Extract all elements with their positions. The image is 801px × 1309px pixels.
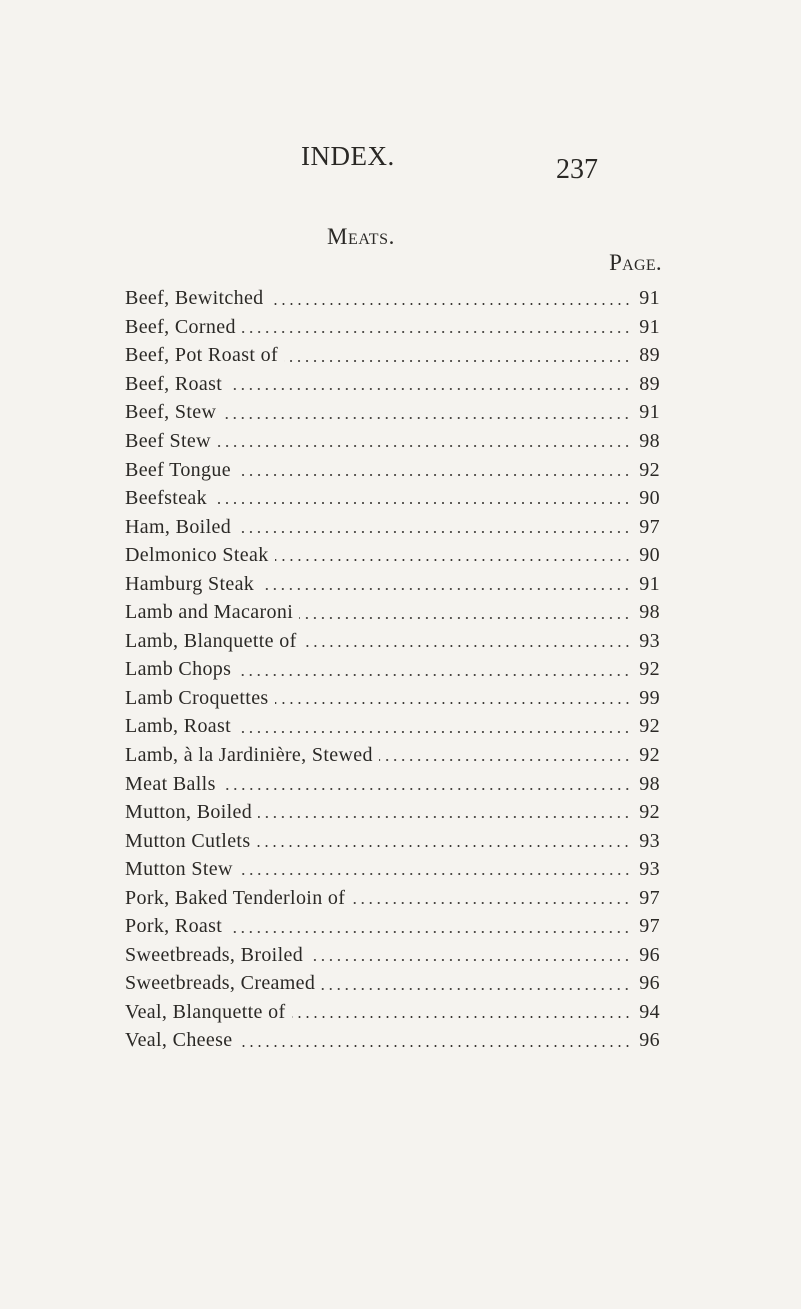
dot-leader [228, 912, 631, 941]
dot-leader [284, 341, 631, 370]
entry-title: Pork, Baked Tenderloin of [125, 886, 346, 909]
entry-page-number: 92 [639, 658, 660, 681]
entry-page-number: 98 [639, 430, 660, 452]
entry-title: Beef, Bewitched [125, 287, 264, 310]
index-entry [125, 912, 660, 941]
index-entry [125, 1026, 660, 1055]
entry-title: Beef, Roast [125, 372, 223, 395]
index-entry [125, 826, 660, 855]
index-entry [125, 541, 660, 570]
entry-page-number: 98 [639, 601, 660, 624]
index-entry [125, 655, 660, 684]
index-entry [125, 284, 660, 313]
dot-leader [217, 427, 631, 456]
entry-page-number: 96 [639, 1029, 660, 1052]
entry-page-number: 93 [639, 858, 660, 881]
page-column-label: Page. [609, 250, 662, 275]
entry-page-number: 97 [639, 915, 660, 938]
entry-title: Delmonico Steak [125, 544, 269, 567]
entry-title: Pork, Roast [125, 915, 223, 938]
index-entry [125, 427, 660, 456]
entry-title: Mutton, Boiled [125, 801, 253, 824]
dot-leader [321, 969, 631, 998]
entry-title: Hamburg Steak [125, 572, 255, 595]
dot-leader [228, 370, 631, 399]
dot-leader [275, 684, 631, 713]
index-entry [125, 512, 660, 541]
dot-leader [237, 712, 631, 741]
entry-page-number: 90 [639, 487, 660, 510]
dot-leader [299, 598, 631, 627]
dot-leader [222, 398, 631, 427]
page-number: 237 [556, 154, 598, 185]
index-entry [125, 313, 660, 342]
entry-title: Beef Stew [125, 430, 211, 452]
section-title: Meats. [327, 224, 396, 249]
index-entry [125, 855, 660, 884]
entry-page-number: 92 [639, 744, 660, 767]
index-entry [125, 684, 660, 713]
index-entry [125, 941, 660, 970]
dot-leader [351, 883, 631, 912]
entry-title: Veal, Cheese [125, 1029, 233, 1052]
entry-page-number: 94 [639, 1000, 660, 1023]
index-entry [125, 741, 660, 770]
entry-title: Beef, Corned [125, 315, 236, 338]
entry-page-number: 89 [639, 372, 660, 395]
index-entry [125, 569, 660, 598]
entry-title: Beef, Pot Roast of [125, 344, 278, 367]
entry-page-number: 97 [639, 886, 660, 909]
entry-title: Veal, Blanquette of [125, 1000, 286, 1023]
entry-page-number: 97 [639, 515, 660, 538]
entry-page-number: 99 [639, 686, 660, 709]
index-entry [125, 484, 660, 513]
entry-title: Beefsteak [125, 487, 207, 510]
dot-leader [379, 741, 631, 770]
entry-title: Mutton Cutlets [125, 829, 251, 852]
dot-leader [237, 455, 631, 484]
dot-leader [256, 826, 631, 855]
dot-leader [309, 941, 631, 970]
entry-title: Lamb Chops [125, 658, 232, 681]
dot-leader [260, 569, 631, 598]
dot-leader [222, 769, 631, 798]
index-entry [125, 769, 660, 798]
entry-title: Lamb, Blanquette of [125, 629, 297, 652]
entry-page-number: 91 [639, 401, 660, 424]
entry-page-number: 92 [639, 801, 660, 824]
entry-title: Sweetbreads, Broiled [125, 943, 304, 966]
index-entry [125, 341, 660, 370]
entry-page-number: 91 [639, 287, 660, 310]
index-entry-list [125, 284, 660, 1055]
entry-title: Mutton Stew [125, 858, 233, 881]
dot-leader [237, 655, 631, 684]
index-entry [125, 798, 660, 827]
entry-title: Meat Balls [125, 772, 216, 795]
dot-leader [237, 512, 631, 541]
running-head: INDEX. [301, 141, 395, 171]
dot-leader [239, 855, 631, 884]
entry-page-number: 93 [639, 829, 660, 852]
dot-leader [270, 284, 631, 313]
index-entry [125, 398, 660, 427]
entry-title: Beef, Stew [125, 401, 217, 424]
index-entry [125, 370, 660, 399]
entry-page-number: 96 [639, 972, 660, 995]
entry-page-number: 89 [639, 344, 660, 367]
index-entry [125, 998, 660, 1027]
index-entry [125, 627, 660, 656]
dot-leader [242, 313, 631, 342]
dot-leader [239, 1026, 632, 1055]
index-entry [125, 969, 660, 998]
entry-title: Ham, Boiled [125, 515, 232, 538]
dot-leader [213, 484, 631, 513]
entry-title: Lamb Croquettes [125, 686, 269, 709]
index-entry [125, 883, 660, 912]
entry-title: Lamb and Macaroni [125, 601, 294, 624]
index-entry [125, 598, 660, 627]
index-entry [125, 712, 660, 741]
entry-title: Sweetbreads, Creamed [125, 972, 316, 995]
entry-title: Lamb, à la Jardinière, Stewed [125, 744, 373, 767]
entry-page-number: 93 [639, 629, 660, 652]
entry-title: Lamb, Roast [125, 715, 232, 738]
dot-leader [303, 627, 631, 656]
entry-page-number: 91 [639, 572, 660, 595]
entry-page-number: 92 [639, 715, 660, 738]
entry-page-number: 91 [639, 315, 660, 338]
index-entry [125, 455, 660, 484]
dot-leader [275, 541, 631, 570]
entry-page-number: 98 [639, 772, 660, 795]
entry-page-number: 90 [639, 544, 660, 567]
entry-page-number: 92 [639, 458, 660, 481]
entry-title: Beef Tongue [125, 458, 231, 481]
entry-page-number: 96 [639, 943, 660, 966]
dot-leader [258, 798, 631, 827]
dot-leader [292, 998, 632, 1027]
